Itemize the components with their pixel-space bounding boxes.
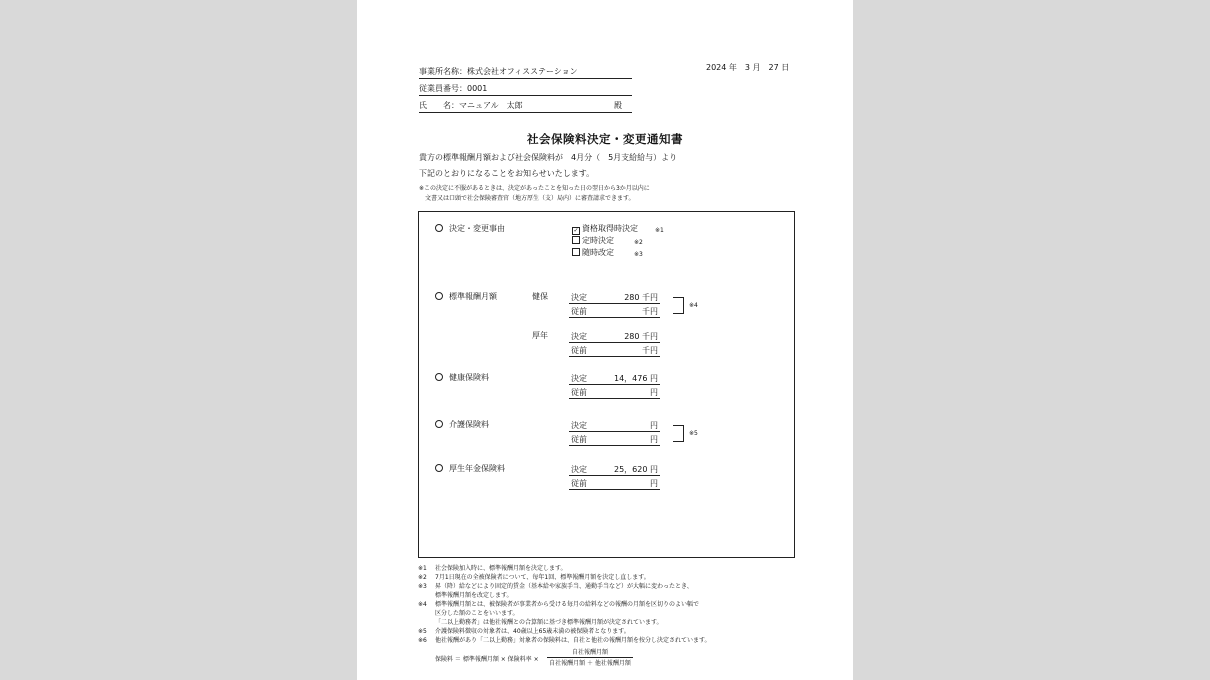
field-label: 決定 bbox=[571, 374, 587, 383]
note-ref-3: ※3 bbox=[634, 251, 643, 258]
kousei-decided-field bbox=[569, 331, 660, 343]
reason-option-regular bbox=[572, 236, 614, 246]
employee-no: 0001 bbox=[467, 84, 488, 93]
field-value: 円 bbox=[650, 388, 658, 397]
standard-heading bbox=[435, 292, 497, 302]
issue-date: 2024 年 3 月 27 日 bbox=[706, 63, 790, 72]
circle-bullet-icon bbox=[435, 373, 443, 381]
field-value: 14，476 円 bbox=[614, 374, 658, 383]
reason-option-label: 定時決定 bbox=[582, 236, 614, 245]
footnote: ※5 介護保険料徴収の対象者は、40歳以上65歳未満の被保険者となります。 bbox=[418, 628, 630, 635]
field-value: 千円 bbox=[642, 346, 658, 355]
field-label: 従前 bbox=[571, 388, 587, 397]
document-title: 社会保険料決定・変更通知書 bbox=[527, 132, 683, 146]
note-ref-1: ※1 bbox=[655, 227, 664, 234]
formula-left: 保険料 ＝ 標準報酬月額 × 保険料率 × bbox=[435, 656, 539, 663]
field-value: 円 bbox=[650, 421, 658, 430]
footnote: ※3 昇（降）給などにより固定的賃金（基本給や家族手当、通勤手当など）が大幅に変わったとき、 bbox=[418, 583, 693, 590]
bracket-note-4 bbox=[673, 297, 684, 314]
footnote: ※2 7月1日現在の全被保険者について、毎年1回、標準報酬月額を決定し直します。 bbox=[418, 574, 650, 581]
field-label: 従前 bbox=[571, 307, 587, 316]
employee-name: マニュアル 太郎 bbox=[459, 101, 523, 110]
kenpo-decided-field bbox=[569, 292, 660, 304]
field-label: 従前 bbox=[571, 346, 587, 355]
office-label: 事業所名称： bbox=[419, 67, 467, 76]
footnote: ※4 標準報酬月額とは、被保険者が事業者から受ける毎月の給料などの報酬の月額を区切りのよい幅で bbox=[418, 601, 700, 608]
health-label: 健康保険料 bbox=[449, 373, 489, 382]
field-value: 280 千円 bbox=[624, 293, 658, 302]
circle-bullet-icon bbox=[435, 420, 443, 428]
reason-option-label: 随時改定 bbox=[582, 248, 614, 257]
care-prev-field bbox=[569, 434, 660, 446]
care-decided-field bbox=[569, 420, 660, 432]
intro-line-2: 下記のとおりになることをお知らせいたします。 bbox=[419, 169, 595, 178]
note-ref-2: ※2 bbox=[634, 239, 643, 246]
circle-bullet-icon bbox=[435, 224, 443, 232]
field-label: 決定 bbox=[571, 332, 587, 341]
care-label: 介護保険料 bbox=[449, 420, 489, 429]
checked-box-icon: ✓ bbox=[573, 227, 579, 234]
health-heading bbox=[435, 373, 489, 383]
health-decided-field bbox=[569, 373, 660, 385]
reason-label: 決定・変更事由 bbox=[449, 224, 505, 233]
kousei-label: 厚年 bbox=[532, 331, 548, 340]
field-value: 25，620 円 bbox=[614, 465, 658, 474]
intro-line-1: 貴方の標準報酬月額および社会保険料が 4月分（ 5月支給給与）より bbox=[419, 153, 678, 162]
field-label: 決定 bbox=[571, 293, 587, 302]
kenpo-label: 健保 bbox=[532, 292, 548, 301]
appeal-notice-1: ※この決定に不服があるときは、決定があったことを知った日の翌日から3か月以内に bbox=[419, 185, 650, 192]
pension-decided-field bbox=[569, 464, 660, 476]
health-prev-field bbox=[569, 387, 660, 399]
details-box bbox=[418, 211, 795, 558]
footnote: 標準報酬月額を改定します。 bbox=[435, 592, 513, 599]
field-label: 決定 bbox=[571, 421, 587, 430]
footnotes bbox=[418, 565, 711, 645]
bracket-note-5 bbox=[673, 425, 684, 442]
formula-denominator: 自社報酬月額 ＋ 他社報酬月額 bbox=[549, 660, 631, 667]
field-label: 決定 bbox=[571, 465, 587, 474]
field-value: 円 bbox=[650, 479, 658, 488]
reason-option-acquisition bbox=[572, 224, 638, 235]
unchecked-box-icon bbox=[572, 248, 580, 256]
appeal-notice-2: 文書又は口頭で社会保険審査官（地方厚生（支）局内）に審査請求できます。 bbox=[419, 195, 635, 202]
employee-name-line bbox=[419, 101, 632, 113]
note-ref-5: ※5 bbox=[689, 430, 698, 437]
footnote: 区分した額のことをいいます。 bbox=[435, 610, 519, 617]
field-value: 千円 bbox=[642, 307, 658, 316]
office-name-line bbox=[419, 67, 632, 79]
circle-bullet-icon bbox=[435, 292, 443, 300]
pension-prev-field bbox=[569, 478, 660, 490]
reason-option-label: 資格取得時決定 bbox=[582, 224, 638, 233]
footnote: 「二以上勤務者」は他社報酬との合算額に基づき標準報酬月額が決定されています。 bbox=[435, 619, 663, 626]
kenpo-prev-field bbox=[569, 306, 660, 318]
employee-no-label: 従業員番号： bbox=[419, 84, 467, 93]
honorific: 殿 bbox=[614, 101, 622, 110]
standard-label: 標準報酬月額 bbox=[449, 292, 497, 301]
office-name: 株式会社オフィスステーション bbox=[467, 67, 578, 76]
reason-option-revision bbox=[572, 248, 614, 258]
field-label: 従前 bbox=[571, 479, 587, 488]
note-ref-4: ※4 bbox=[689, 302, 698, 309]
pension-label: 厚生年金保険料 bbox=[449, 464, 505, 473]
care-heading bbox=[435, 420, 489, 430]
reason-heading bbox=[435, 224, 505, 234]
document-page bbox=[357, 0, 853, 680]
pension-heading bbox=[435, 464, 505, 474]
footnote: ※1 社会保険加入時に、標準報酬月額を決定します。 bbox=[418, 565, 567, 572]
field-value: 円 bbox=[650, 435, 658, 444]
name-label: 氏 名： bbox=[419, 101, 459, 110]
circle-bullet-icon bbox=[435, 464, 443, 472]
field-value: 280 千円 bbox=[624, 332, 658, 341]
field-label: 従前 bbox=[571, 435, 587, 444]
unchecked-box-icon bbox=[572, 236, 580, 244]
footnote: ※6 他社報酬があり「二以上勤務」対象者の保険料は、自社と他社の報酬月額を按分し決定されています。 bbox=[418, 637, 711, 644]
kousei-prev-field bbox=[569, 345, 660, 357]
employee-no-line bbox=[419, 84, 632, 96]
formula-numerator: 自社報酬月額 bbox=[547, 649, 633, 658]
